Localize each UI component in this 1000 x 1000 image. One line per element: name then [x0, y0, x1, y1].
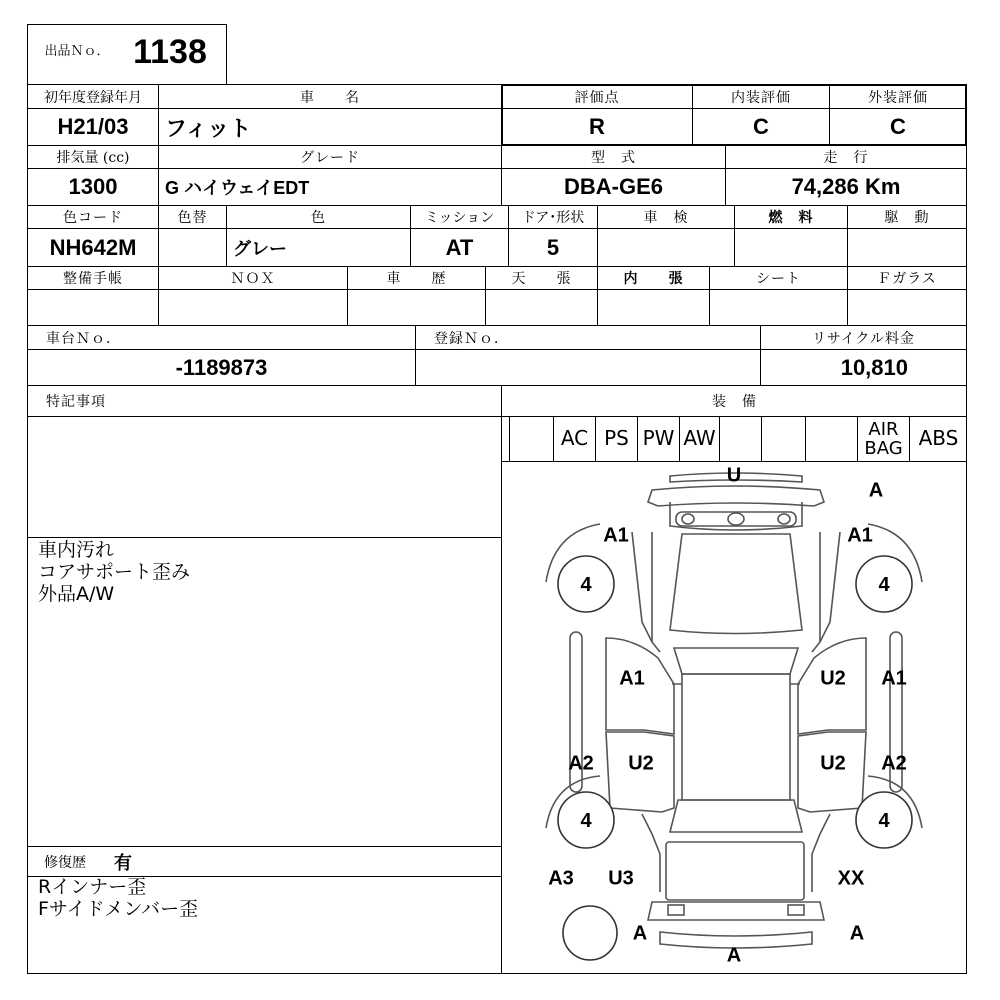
damage-mark-right-rear-sill: A2 — [881, 752, 907, 775]
tire-tread-value: 4 — [580, 810, 592, 832]
drive-value — [848, 229, 966, 266]
lot-label: 出品Ｎｏ． — [44, 43, 110, 59]
grade-label: グレード — [300, 150, 360, 166]
seat-label: シート — [756, 271, 801, 287]
chassis-value: -1189873 — [175, 354, 268, 380]
equipment-item: AIR BAG — [857, 416, 909, 461]
interior-label: 内装評価 — [731, 89, 791, 106]
notes-line: コアサポート歪み — [38, 561, 191, 583]
car-name-value: フィット — [165, 115, 252, 141]
damage-mark-right-rear-door: U2 — [820, 752, 846, 775]
lot-number: 1138 — [133, 32, 207, 71]
equipment-item: PS — [595, 416, 637, 461]
equipment-item — [509, 416, 553, 461]
regno-value — [416, 350, 760, 385]
inspection-label: 車 検 — [643, 210, 689, 226]
equipment-item: ABS — [909, 416, 967, 461]
history-label: 車 歴 — [386, 271, 447, 287]
notes-line: 車内汚れ — [38, 539, 115, 561]
rule — [27, 289, 967, 290]
damage-mark-left-rear-door: U2 — [628, 752, 654, 775]
nox-label: ＮＯＸ — [230, 271, 276, 287]
displacement-label: 排気量 (cc) — [56, 150, 130, 166]
mileage-value: 74,286 Km — [791, 174, 901, 199]
equipment-item: AC — [553, 416, 595, 461]
equipment-row — [501, 416, 967, 461]
exterior-value: C — [890, 114, 906, 139]
equipment-label: 装 備 — [712, 394, 757, 410]
fuel-value — [735, 229, 847, 266]
damage-mark-right-front-sill: A1 — [881, 667, 907, 690]
model-label: 型 式 — [591, 150, 636, 166]
drive-label: 駆 動 — [884, 210, 930, 226]
equipment-item — [719, 416, 761, 461]
damage-mark-rear-bumper-left: A — [632, 922, 648, 945]
damage-mark-right-rear-quarter: XX — [837, 867, 865, 890]
recycle-value: 10,810 — [840, 354, 908, 380]
score-value: R — [589, 114, 605, 139]
reg-date-label: 初年度登録年月 — [44, 89, 142, 106]
color-code-label: 色コード — [63, 210, 123, 226]
regno-label: 登録Ｎｏ． — [434, 330, 509, 347]
color-code-value: NH642M — [49, 234, 137, 260]
mileage-label: 走 行 — [823, 150, 869, 166]
front-glass-label: Ｆガラス — [877, 271, 937, 287]
chassis-label: 車台Ｎｏ． — [46, 330, 121, 347]
rule — [27, 537, 501, 538]
maintenance-label: 整備手帳 — [63, 271, 123, 287]
damage-mark-left-rear-quarter: A3 — [548, 867, 574, 890]
damage-mark-left-rear-sill: A2 — [568, 752, 594, 775]
repaint-label: 色替 — [177, 210, 208, 226]
car-name-label: 車 名 — [300, 89, 360, 106]
equipment-item: AW — [679, 416, 719, 461]
tire-tread-value: 4 — [878, 810, 890, 832]
tire-tread-value: 4 — [580, 574, 592, 596]
damage-mark-front-right: A — [868, 479, 884, 502]
model-value: DBA-GE6 — [563, 174, 663, 199]
equipment-item: PW — [637, 416, 679, 461]
damage-mark-rear-bumper-right: A — [849, 922, 865, 945]
equipment-item — [761, 416, 805, 461]
damage-mark-rear-bumper-bottom: A — [726, 944, 742, 967]
damage-mark-right-front-fender: A1 — [847, 524, 873, 547]
fuel-label: 燃 料 — [768, 210, 814, 226]
damage-mark-left-front-fender: A1 — [603, 524, 629, 547]
notes-line: 外品A/W — [38, 583, 115, 605]
repair-history-label: 修復歴 — [44, 855, 86, 871]
recycle-label: リサイクル料金 — [811, 330, 916, 347]
mission-value: AT — [445, 234, 474, 260]
tire-tread-value: 4 — [878, 574, 890, 596]
repair-history-value: 有 — [114, 853, 132, 873]
door-value: 5 — [546, 234, 560, 260]
equipment-item — [805, 416, 857, 461]
damage-mark-roof-front: U — [726, 464, 742, 487]
inner-lining-label: 内 張 — [623, 271, 684, 287]
roof-lining-label: 天 張 — [511, 271, 572, 287]
exterior-label: 外装評価 — [868, 89, 928, 106]
repaint-value — [159, 229, 226, 266]
rule — [27, 846, 501, 847]
color-label: 色 — [311, 210, 326, 226]
damage-mark-left-front-door: A1 — [619, 667, 645, 690]
color-value: グレー — [233, 238, 287, 259]
reg-date-value: H21/03 — [57, 114, 129, 139]
grade-value: G ハイウェイEDT — [165, 178, 310, 198]
damage-marks — [502, 462, 966, 973]
damage-mark-rear-left: U3 — [608, 867, 634, 890]
inspection-value — [598, 229, 734, 266]
score-label: 評価点 — [574, 89, 620, 106]
displacement-value: 1300 — [68, 174, 118, 199]
interior-value: C — [753, 114, 769, 139]
notes-label: 特記事項 — [46, 394, 106, 410]
mission-label: ミッション — [424, 210, 495, 226]
damage-mark-right-front-door: U2 — [820, 667, 846, 690]
repair-line: Rインナー歪 — [38, 876, 147, 898]
repair-line: Fサイドメンバー歪 — [38, 898, 199, 920]
door-label: ドア･形状 — [521, 210, 585, 226]
